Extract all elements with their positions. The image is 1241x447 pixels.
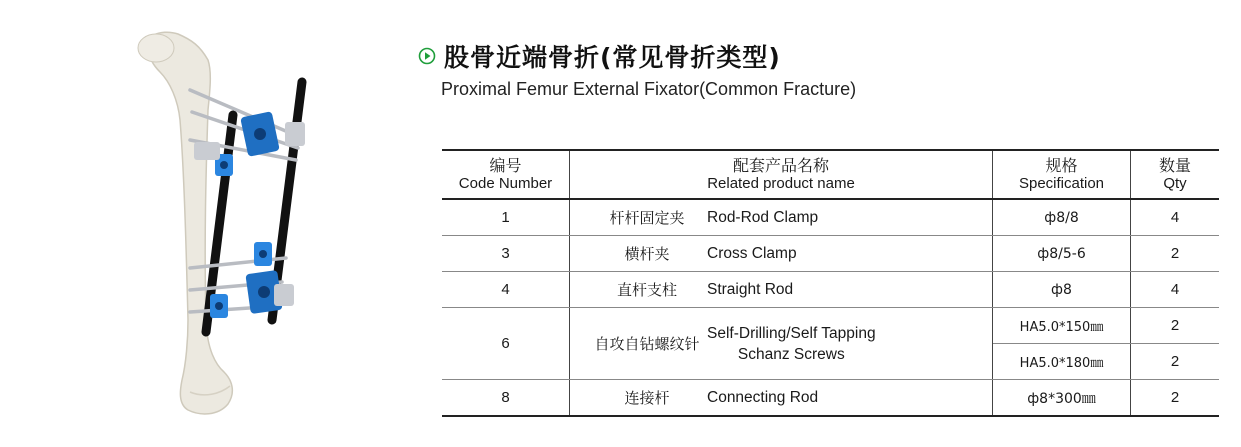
cell-spec: ф8 <box>993 272 1131 308</box>
table-row <box>442 236 1219 272</box>
cell-code: 8 <box>442 380 570 417</box>
cell-product <box>570 236 993 272</box>
header-code-zh: 编号 <box>489 155 522 175</box>
cell-code: 6 <box>442 308 570 380</box>
cell-code: 3 <box>442 236 570 272</box>
cell-qty: 4 <box>1131 199 1220 236</box>
cell-qty: 4 <box>1131 272 1220 308</box>
cell-qty: 2 <box>1131 380 1220 417</box>
cell-product-en: Cross Clamp <box>707 245 797 262</box>
cell-product-en: Straight Rod <box>707 281 794 298</box>
table-header-row <box>442 150 1219 199</box>
cell-spec: HA5.0*180㎜ <box>993 344 1131 380</box>
cell-product <box>570 199 993 236</box>
cell-product-zh: 连接杆 <box>624 389 670 407</box>
header-product-zh: 配套产品名称 <box>732 155 829 175</box>
cell-qty: 2 <box>1131 308 1220 344</box>
header-spec-en: Specification <box>1018 174 1105 192</box>
header-qty <box>1131 150 1220 199</box>
header-product <box>570 150 993 199</box>
cell-product <box>570 272 993 308</box>
cell-product <box>570 380 993 417</box>
play-bullet-icon <box>418 47 436 65</box>
product-image-femur-fixator <box>120 20 350 430</box>
cell-spec: ф8*300㎜ <box>993 380 1131 417</box>
cell-product-zh: 横杆夹 <box>624 245 670 263</box>
cell-spec: ф8/8 <box>993 199 1131 236</box>
cell-product-en-line2: Schanz Screws <box>737 345 845 363</box>
header-code <box>442 150 570 199</box>
table-row <box>442 272 1219 308</box>
header-qty-zh: 数量 <box>1158 155 1191 175</box>
cell-product-zh: 直杆支柱 <box>616 281 677 299</box>
section-heading <box>418 38 781 74</box>
cell-product <box>570 308 993 380</box>
cell-product-zh: 自攻自钻螺纹针 <box>594 335 700 353</box>
cell-code: 4 <box>442 272 570 308</box>
cell-qty: 2 <box>1131 344 1220 380</box>
table-row <box>442 308 1219 344</box>
cell-product-zh: 杆杆固定夹 <box>609 209 685 227</box>
cell-product-en: Connecting Rod <box>707 389 819 406</box>
table-row <box>442 380 1219 417</box>
header-code-en: Code Number <box>458 174 553 192</box>
cell-code: 1 <box>442 199 570 236</box>
page-title-en: Proximal Femur External Fixator(Common Fracture) <box>441 79 857 99</box>
cell-spec: HA5.0*150㎜ <box>993 308 1131 344</box>
header-spec-zh: 规格 <box>1045 155 1078 175</box>
header-product-en: Related product name <box>707 174 855 192</box>
product-spec-table <box>442 149 1219 417</box>
header-qty-en: Qty <box>1163 174 1187 192</box>
header-spec <box>993 150 1131 199</box>
cell-spec: ф8/5-6 <box>993 236 1131 272</box>
cell-product-en-line1: Self-Drilling/Self Tapping <box>707 324 876 342</box>
page-title-zh: 股骨近端骨折(常见骨折类型) <box>444 43 781 72</box>
table-row <box>442 199 1219 236</box>
cell-qty: 2 <box>1131 236 1220 272</box>
cell-product-en <box>707 323 876 365</box>
cell-product-en: Rod-Rod Clamp <box>707 209 819 226</box>
